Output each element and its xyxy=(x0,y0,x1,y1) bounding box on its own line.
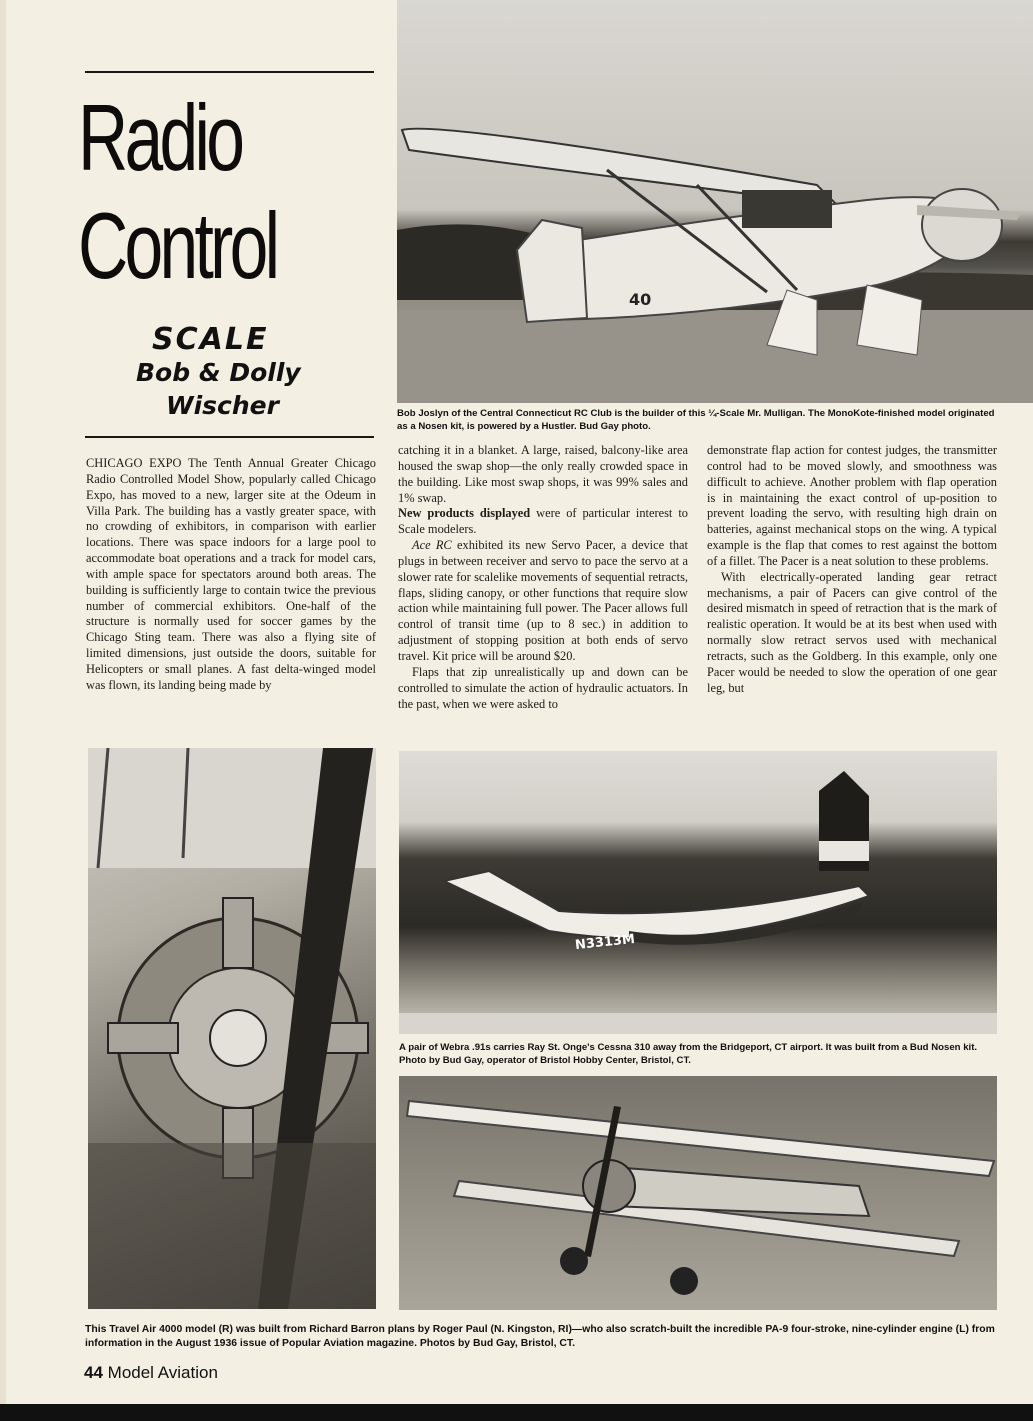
article-col3-para-1: demonstrate flap action for contest judges, the transmitter control had to be moved slowly, and smoothness was difficult to achieve. Another problem with flap operation is in maintaining the exact control of up-position to prevent loading the servo, with resulting high drain on batteries, against mechanical stops on the wing. A typical example is the flap that comes to rest against the bottom of a fillet. The Pacer is a neat solution to these problems. xyxy=(707,443,997,568)
headline-line-2: Control xyxy=(78,193,277,298)
caption-travel-air: This Travel Air 4000 model (R) was built from Richard Barron plans by Roger Paul (N. Kingston, RI)—who also scratch-built the incredible PA-9 four-stroke, nine-cylinder engine (L) from information in the August 1936 issue of Popular Aviation magazine. Photos by Bud Gay, Bristol, CT. xyxy=(85,1324,995,1349)
photo-travel-air-4000 xyxy=(399,1076,997,1310)
page-number: 44 xyxy=(84,1363,103,1382)
article-col3-para-2: With electrically-operated landing gear retract mechanisms, a pair of Pacers can give control of the desired mismatch in speed of retraction that is the mark of realistic operation. It would be at its best when used with normally slow retract servos used with mechanical retracts, such as the Goldberg. In this example, only one Pacer would be needed to slow the operation of one gear leg, but xyxy=(707,569,997,695)
article-col2-para-1: catching it in a blanket. A large, raised, balcony-like area housed the swap shop—the only really crowded space in the building. Like most swap shops, it was 99% sales and 1% swap. xyxy=(398,443,688,505)
headline-bottom-rule xyxy=(85,436,374,438)
byline-line-1: Bob & Dolly xyxy=(136,358,301,387)
headline-top-rule xyxy=(85,71,374,73)
headline xyxy=(78,84,300,300)
page-edge xyxy=(0,0,6,1421)
mr-mulligan-illustration xyxy=(397,0,1033,403)
caption-mr-mulligan: Bob Joslyn of the Central Connecticut RC Club is the builder of this ¼-Scale Mr. Mulligan. The MonoKote-finished model originated as a Nosen kit, is powered by a Hustler. Bud Gay photo. xyxy=(397,408,995,432)
article-col2-para-3 xyxy=(398,538,688,665)
page-footer xyxy=(84,1363,218,1383)
mulligan-race-number: 40 xyxy=(629,290,652,309)
travel-air-illustration xyxy=(399,1076,997,1310)
kicker-scale: SCALE xyxy=(152,322,269,357)
radial-engine-illustration xyxy=(88,748,376,1309)
article-col2-para-2 xyxy=(398,506,688,538)
cessna-illustration xyxy=(399,751,997,1034)
article-col2-para-4: Flaps that zip unrealistically up and down can be controlled to simulate the action of hydraulic actuators. In the past, when we were asked to xyxy=(398,664,688,711)
article-column-1 xyxy=(86,456,376,694)
magazine-name: Model Aviation xyxy=(107,1363,218,1382)
article-new-products-lead: New products displayed xyxy=(398,506,531,521)
cessna-registration: N3313M xyxy=(574,931,636,954)
photo-radial-engine xyxy=(88,748,376,1309)
photo-mr-mulligan xyxy=(397,0,1033,403)
article-col2-para-3-rest: exhibited its new Servo Pacer, a device that plugs in between receiver and servo to pace the servo at a slower rate for scalelike movements of sequential retracts, flaps, sliding canopy, or other functions that require slow action while maintaining full power. The Pacer allows full control of transit time (up to 8 sec.) in addition to adjustment of stopping position at both ends of servo travel. Kit price will be around $20. xyxy=(398,538,688,663)
photo-cessna-310 xyxy=(399,751,997,1034)
byline-line-2: Wischer xyxy=(166,391,279,420)
article-col1-text: CHICAGO EXPO The Tenth Annual Greater Chicago Radio Controlled Model Show, popularly called Chicago Expo, has moved to a new, larger site at the Odeum in Villa Park. The building has a vastly greater space, with no crowding of exhibitors, in comparison with earlier locations. There was space indoors for a large pool to accommodate boat operations and a track for model cars, with ample space for spectators around both areas. The building is sufficiently large to contain twice the previous number of commercial exhibitors. One-half of the structure is normally used for soccer games by the Chicago Sting team. There was also a flying site of limited dimensions, just outside the doors, suitable for Helicopters or small planes. A fast delta-winged model was flown, its landing being made by xyxy=(86,456,376,692)
article-ace-rc-lead: Ace RC xyxy=(412,538,452,553)
article-col2-para-2-rest: were of particular interest to Scale modelers. xyxy=(398,506,688,537)
caption-cessna: A pair of Webra .91s carries Ray St. Onge's Cessna 310 away from the Bridgeport, CT airport. It was built from a Bud Nosen kit. Photo by Bud Gay, operator of Bristol Hobby Center, Bristol, CT. xyxy=(399,1042,978,1066)
scan-bottom-edge xyxy=(0,1404,1033,1421)
article-column-2 xyxy=(398,443,688,712)
article-column-3 xyxy=(707,443,997,697)
headline-line-1: Radio xyxy=(78,85,242,190)
